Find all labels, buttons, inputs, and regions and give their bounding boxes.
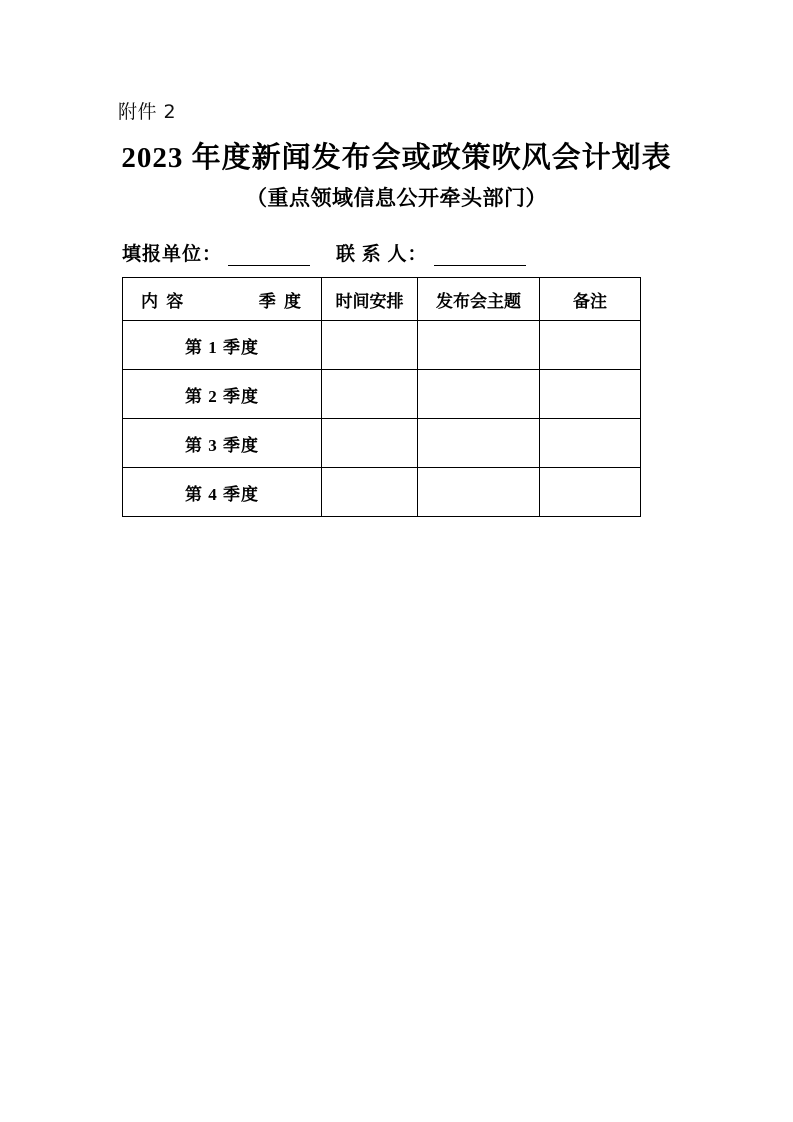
- reporting-unit-field[interactable]: [122, 239, 310, 266]
- attachment-label: 附件 2: [118, 101, 177, 123]
- cell-topic-q4[interactable]: [418, 468, 540, 517]
- table-header-corner: [123, 278, 322, 321]
- cell-remark-q1[interactable]: [540, 321, 641, 370]
- row-label-q2: 第 2 季度: [123, 370, 322, 419]
- cell-time-q2[interactable]: [322, 370, 418, 419]
- corner-label-quarter: 季 度: [258, 291, 303, 311]
- table-row: [123, 468, 641, 517]
- row-label-q4: 第 4 季度: [123, 468, 322, 517]
- contact-person-label: 联 系 人：: [336, 244, 428, 265]
- cell-remark-q3[interactable]: [540, 419, 641, 468]
- table-row: [123, 419, 641, 468]
- cell-time-q1[interactable]: [322, 321, 418, 370]
- contact-person-field[interactable]: [336, 239, 526, 266]
- reporting-unit-label: 填报单位：: [122, 244, 223, 265]
- contact-person-blank[interactable]: [434, 245, 526, 266]
- corner-label-content: 内 容: [141, 291, 186, 311]
- row-label-q3: 第 3 季度: [123, 419, 322, 468]
- cell-topic-q1[interactable]: [418, 321, 540, 370]
- table-header-time: 时间安排: [322, 278, 418, 321]
- table-header-remark: 备注: [540, 278, 641, 321]
- row-label-q1: 第 1 季度: [123, 321, 322, 370]
- plan-table: [122, 277, 641, 517]
- table-row: [123, 321, 641, 370]
- table-row: [123, 370, 641, 419]
- cell-topic-q3[interactable]: [418, 419, 540, 468]
- page-title: 2023 年度新闻发布会或政策吹风会计划表: [121, 142, 672, 174]
- reporting-unit-blank[interactable]: [228, 245, 310, 266]
- cell-time-q4[interactable]: [322, 468, 418, 517]
- page-subtitle: （重点领域信息公开牵头部门）: [246, 186, 547, 210]
- cell-time-q3[interactable]: [322, 419, 418, 468]
- meta-row: [122, 238, 640, 266]
- table-header-topic: 发布会主题: [418, 278, 540, 321]
- table-header-row: [123, 278, 641, 321]
- cell-remark-q4[interactable]: [540, 468, 641, 517]
- cell-remark-q2[interactable]: [540, 370, 641, 419]
- cell-topic-q2[interactable]: [418, 370, 540, 419]
